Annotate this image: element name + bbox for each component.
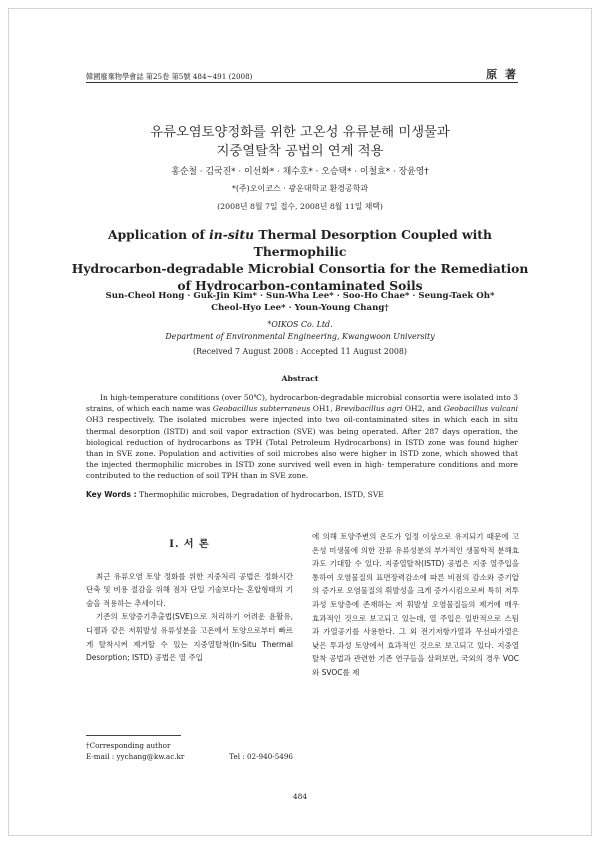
body-paragraph: 에 의해 토양주변의 온도가 일정 이상으로 유지되기 때문에 고온성 미생물에 의한 잔류 유류성분의 부가적인 생물학적 분해효과도 기대할 수 있다. 지중열탈착(ISTD) 공법은 지중 열주입을 통하여 오염물질의 표면장력감소에 따른 비점의 감소와 증기압의 증가로 오염물질의 휘발성을 크게 증가시킴으로써 특히 저투과성 토양층에 존재하는 저 휘발성 오염물질들의 제거에 매우 효과적인 것으로 보고되고 있는데, 열 주입은 일반적으로 스팀과 가열공기를 사용한다. 그 외 전기저항가열과 무선파가열은 낮은 투과성 토양에서 효과적인 것으로 보고되고 있다. 지중열탈착 공법과 관련한 기존 연구들을 살펴보면, 국외의 경우 VOC와 SVOC를 제 [312, 532, 519, 677]
title-italic-text: in-situ [209, 227, 255, 242]
korean-dates: (2008년 8월 7일 접수, 2008년 8월 11일 채택) [217, 202, 383, 211]
english-dates: (Received 7 August 2008 : Accepted 11 August 2008) [193, 347, 407, 356]
species-name: Geobacillus subterraneus [212, 404, 311, 414]
running-head [86, 66, 518, 82]
english-affiliation [60, 319, 540, 343]
footnote-rule [86, 735, 181, 736]
english-title [60, 226, 540, 294]
abstract-text: OH2, and [402, 404, 444, 414]
department-name: Department of Environmental Engineering, Kwangwoon University [165, 332, 435, 341]
species-name: Brevibacillus agri [335, 404, 403, 414]
english-title-line [60, 226, 540, 260]
korean-authors: 홍순철 · 김국진* · 이선화* · 채수호* · 오승택* · 이철효* · 장윤영† [171, 167, 429, 177]
company-name: *OIKOS Co. Ltd. [267, 320, 333, 329]
author-line: Cheol-Hyo Lee* · Youn-Young Chang† [211, 302, 389, 313]
header-rule [86, 82, 518, 83]
keywords-text: Thermophilic microbes, Degradation of hydrocarbon, ISTD, SVE [136, 490, 384, 499]
author-line: Sun-Cheol Hong · Guk-Jin Kim* · Sun-Wha Lee* · Soo-Ho Chae* · Seung-Taek Oh* [105, 291, 495, 301]
korean-title [60, 123, 540, 161]
abstract-text: OH1, [310, 404, 336, 414]
journal-citation: 韓國廢棄物學會誌 第25卷 第5號 484~491 (2008) [86, 72, 253, 81]
english-authors [60, 291, 540, 314]
keywords-label: Key Words : [86, 490, 137, 499]
species-name: Geobacillus vulcani [443, 404, 518, 414]
title-text: Application of [108, 227, 210, 242]
article-category: 原 著 [486, 68, 518, 81]
telephone-text: Tel : 02-940-5496 [229, 752, 293, 761]
email-text: E-mail : yychang@kw.ac.kr [86, 752, 185, 761]
contact-row [86, 751, 293, 762]
abstract-heading: Abstract [281, 374, 319, 383]
body-paragraph: 기존의 토양증기추출법(SVE)으로 처리하기 어려운 윤활유, 디젤과 같은 저휘발성 유류성분을 고온에서 토양으로부터 빠르게 탈착시켜 제거할 수 있는 지중열탈착(In-Situ Thermal Desorption; ISTD) 공법은 열 주입 [86, 612, 293, 663]
body-left-column [86, 530, 293, 665]
korean-title-line: 유류오염토양정화를 위한 고온성 유류분해 미생물과 [150, 125, 450, 140]
korean-title-line: 지중열탈착 공법의 연계 적용 [216, 144, 384, 159]
section-heading: Ⅰ. 서 론 [169, 539, 210, 550]
korean-affiliation: *(주)오이코스 · 광운대학교 환경공학과 [231, 184, 369, 193]
title-text: Thermal Desorption Coupled with Thermophilic [253, 227, 492, 259]
abstract-body [86, 392, 518, 482]
body-paragraph: 최근 유류오염 토양 정화를 위한 지중처리 공법은 정화시간 단축 및 비용 절감을 위해 점차 단일 기술보다는 혼합형태의 기술을 적용하는 추세이다. [86, 571, 293, 608]
abstract-text: OH3 respectively. The isolated microbes were injected into two oil-contaminated sites in which each in situ thermal desorption (ISTD) and soil vapor extraction (SVE) was being operated. After 287 days operation, the biological reduction of hydrocarbons as TPH (Total Petroleum Hydrocarbons) in ISTD zone was found higher than in SVE zone. Population and activities of soil microbes also were higher in ISTD zone, which showed that the injected thermophilic microbes in ISTD zone survived well even in high- temperature conditions and more contributed to the reduction of soil TPH than in SVE zone. [86, 415, 518, 481]
english-title-line: Hydrocarbon-degradable Microbial Consortia for the Remediation [71, 261, 529, 276]
english-title-line: of Hydrocarbon-contaminated Soils [177, 278, 423, 293]
keywords [86, 490, 518, 499]
page-number: 484 [292, 792, 308, 801]
footnote [86, 740, 293, 762]
corresponding-author-label: †Corresponding author [86, 741, 171, 750]
body-right-column [312, 530, 519, 680]
abstract-text: In high-temperature conditions (over 50℃), hydrocarbon-degradable microbial consortia were isolated into 3 strains, of which each name was [86, 393, 518, 414]
